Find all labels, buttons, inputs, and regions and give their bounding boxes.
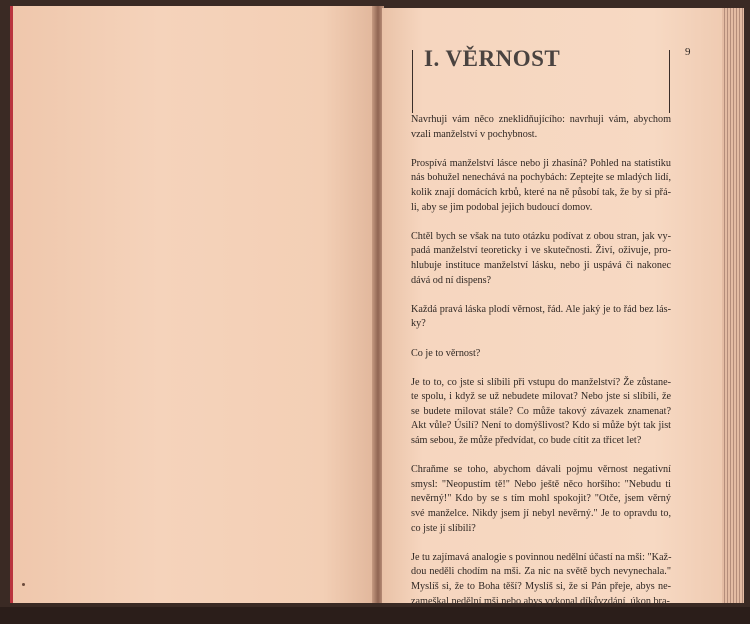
text-line: Akt vůle? Úsilí? Není to domýšlivost? Kdo si může být tak jist [411,420,671,432]
left-blank-page [10,6,378,603]
text-line: Je to to, co jste si slíbili při vstupu do manželství? Že zůstane- [411,376,671,388]
text-line: smysl: "Neopustím tě!" Nebo ještě něco horšího: "Nebudu ti [411,478,671,490]
heading-rule-left [412,50,413,113]
paragraph [411,303,671,332]
heading-rule-right [669,50,670,113]
text-line: Chtěl bych se však na tuto otázku podívat z obou stran, jak vy- [411,230,671,242]
text-line: Chraňme se toho, abychom dávali pojmu věrnost negativní [411,464,671,476]
text-line: dou neděli chodím na mši. Za nic na světě bych nevynechala." [411,566,671,578]
text-line: ky? [411,318,426,330]
paragraph [411,230,671,288]
text-line: Prospívá manželství lásce nebo ji zhasíná? Pohled na statistiku [411,157,671,169]
text-line: co jste jí slíbili? [411,522,476,534]
text-line: Je tu zajímavá analogie s povinnou nedělní účastí na mši: "Kaž- [411,551,672,563]
page-speck [22,583,25,586]
text-line: hlubuje instituce manželství lásku, nebo ji uspává či nakonec [411,259,671,271]
text-line: vzali manželství v pochybnost. [411,128,538,140]
text-line: Myslíš si, že to Boha těší? Myslíš si, že si Pán přeje, abys ne- [411,581,671,592]
paragraph [411,157,671,215]
text-line: Navrhuji vám něco zneklidňujícího: navrhuji vám, abychom [411,114,671,125]
text-line: Co je to věrnost? [411,347,481,359]
paragraph [411,113,671,142]
text-line: se budete milovat stále? Co může takový závazek znamenat? [411,405,671,417]
page-number: 9 [685,46,691,58]
text-line: své manželce. Nikdy jsem jí nebyl nevěrný." Je to opravdu to, [411,508,671,520]
body-text [411,113,671,624]
text-line: padá manželství teoreticky i ve skutečnosti. Živí, oživuje, pro- [411,245,671,257]
text-line: li, aby se jim podobal jejich budoucí domov. [411,201,593,213]
paragraph [411,347,671,362]
text-line: sám sebou, že může předvídat, co bude cítit za třicet let? [411,435,642,447]
text-line: dává od ní dispens? [411,274,492,286]
text-line: te spolu, i když se už nebudete milovat? Nebo jste si slíbili, že [411,391,671,403]
text-line: nevěrný!" Kdo by se s tím mohl spokojit? "Otče, jsem věrný [411,493,671,505]
paragraph [411,463,671,536]
text-line: kolik znají domácích krbů, které na ně působí tak, že by si přá- [411,186,671,198]
paragraph [411,376,671,449]
chapter-title: I. VĚRNOST [424,46,561,71]
paragraph [411,551,671,609]
text-line: Každá pravá láska plodí věrnost, řád. Ale jaký je to řád bez lás- [411,303,671,315]
text-line: zameškal nedělní mši nebo abys vykonal díkůvzdání, úkon bra- [411,595,670,607]
text-line: nás bohužel nenechává na pochybách: Zeptejte se mladých lidí, [411,172,671,184]
page-edges [722,8,744,603]
